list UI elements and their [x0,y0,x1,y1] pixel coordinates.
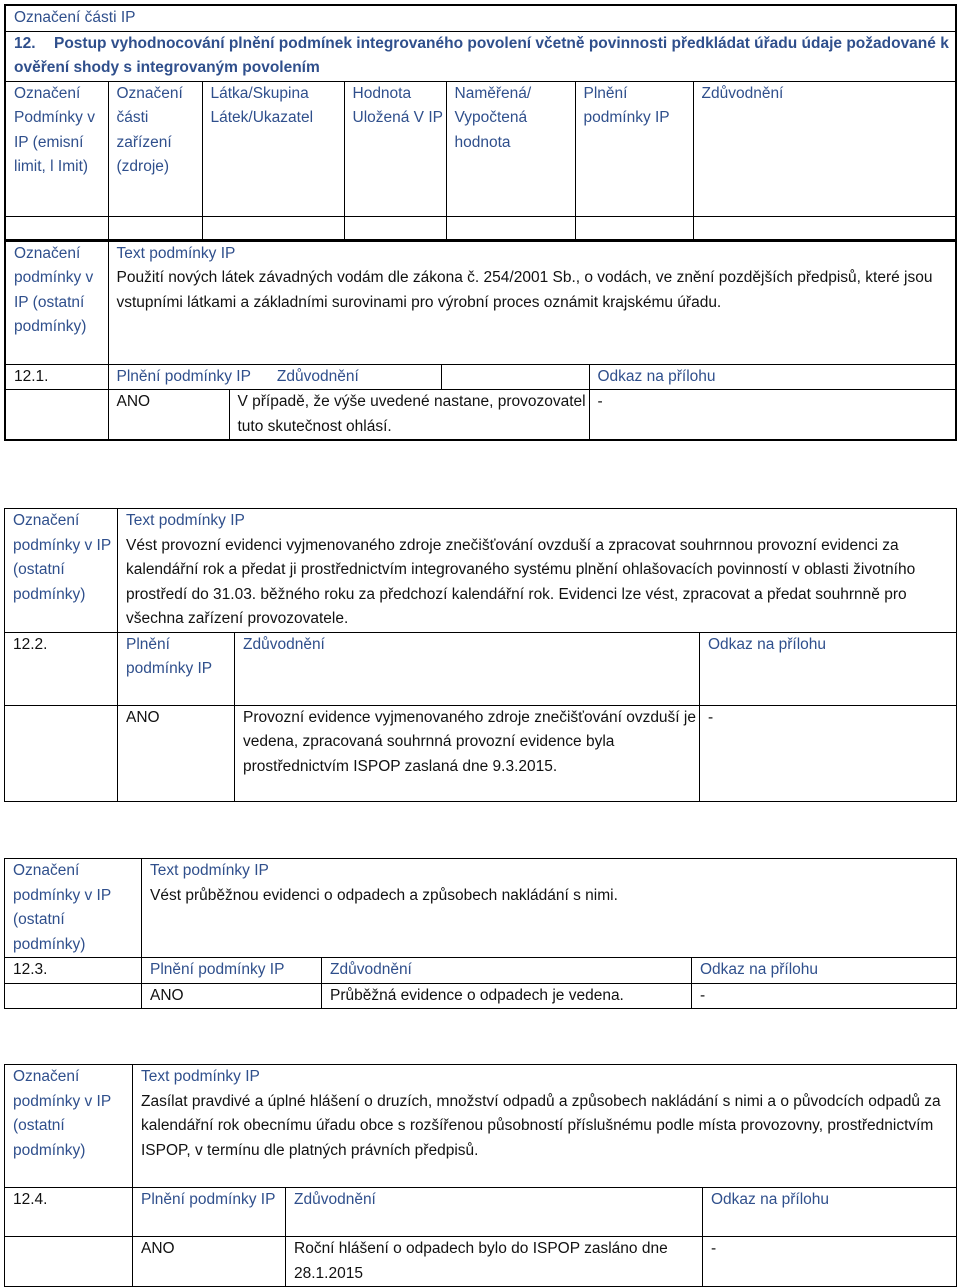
empty-row [5,216,956,240]
zduvodneni-value: Roční hlášení o odpadech bylo do ISPOP zasláno dne 28.1.2015 [286,1237,703,1287]
condition-text: Použití nových látek závadných vodám dle zákona č. 254/2001 Sb., o vodách, ve znění pozdějších předpisů, které jsou vstupními látkami a základními surovinami pro výrobní proces oznámit krajskému úřadu. [116,269,933,311]
odkaz-value: - [589,390,956,441]
condition-number: 12.3. [5,958,142,984]
plneni-value: ANO [108,390,229,441]
header-col-cast: Označení části zařízení (zdroje) [108,81,202,216]
condition-12-4-block [4,1064,957,1287]
header-row [5,81,956,216]
odkaz-value: - [692,983,957,1009]
condition-label: Označení podmínky v IP (ostatní podmínky) [5,859,142,958]
condition-text-cell [142,859,957,958]
condition-number: 12.1. [5,364,108,390]
zduvodneni-value: V případě, že výše uvedené nastane, provozovatel tuto skutečnost ohlásí. [229,390,589,441]
condition-text-label: Text podmínky IP [141,1068,260,1085]
condition-label: Označení podmínky v IP (ostatní podmínky) [5,241,108,364]
section-title [5,31,956,81]
header-col-podminka: Označení Podmínky v IP (emisní limit, l Imit) [5,81,108,216]
section-number: 12. [14,34,36,52]
odkaz-label: Odkaz na přílohu [703,1188,957,1237]
section-title-text: Postup vyhodnocování plnění podmínek integrovaného povolení včetně povinnosti předkládat úřadu údaje požadované k ověření shody s integrovaným povolením [14,34,949,76]
condition-text-label: Text podmínky IP [126,512,245,529]
condition-label: Označení podmínky v IP (ostatní podmínky) [5,509,118,633]
plneni-label: Plnění podmínky IP [142,958,322,984]
plneni-label: Plnění podmínky IP Zdůvodnění [108,364,441,390]
odkaz-label: Odkaz na přílohu [700,632,957,705]
condition-text-label: Text podmínky IP [116,244,236,262]
zduvodneni-label: Zdůvodnění [235,632,700,705]
condition-number: 12.4. [5,1188,133,1237]
condition-text: Zasílat pravdivé a úplné hlášení o druzích, množství odpadů a způsobech nakládání s nimi a o původcích odpadů za kalendářní rok obecnímu úřadu obce s rozšířenou působností příslušnému podle místa provozovny, prostřednictvím ISPOP, v termínu dle platných právních předpisů. [141,1092,941,1159]
zduvodneni-label: Zdůvodnění [322,958,692,984]
section-12-block [4,4,957,441]
section-label: Označení části IP [5,5,956,31]
header-col-latka: Látka/Skupina Látek/Ukazatel [202,81,344,216]
zduvodneni-label: Zdůvodnění [276,367,359,385]
condition-text-cell [108,241,956,364]
header-col-namerena: Naměřená/ Vypočtená hodnota [446,81,575,216]
odkaz-value: - [700,705,957,801]
header-col-zduvodneni: Zdůvodnění [693,81,956,216]
zduvodneni-label: Zdůvodnění [286,1188,703,1237]
condition-text-cell [118,509,957,633]
condition-text-cell [133,1065,957,1188]
header-col-plneni: Plnění podmínky IP [575,81,693,216]
plneni-label: Plnění podmínky IP [133,1188,286,1237]
odkaz-label: Odkaz na přílohu [589,364,956,390]
odkaz-value: - [703,1237,957,1287]
condition-label: Označení podmínky v IP (ostatní podmínky) [5,1065,133,1188]
condition-text: Vést provozní evidenci vyjmenovaného zdroje znečišťování ovzduší a zpracovat souhrnnou provozní evidenci za kalendářní rok a předat ji prostřednictvím integrovaného systému plnění ohlašovacích povinností v oblasti životního prostředí do 31.03. běžného roku za předchozí kalendářní rok. Evidenci lze vést, zpracovat a předat souhrnně pro všechna zařízení provozovatele. [126,536,916,627]
zduvodneni-value: Provozní evidence vyjmenovaného zdroje znečišťování ovzduší je vedena, zpracovaná souhrnná provozní evidence byla prostřednictvím ISPOP zaslaná dne 9.3.2015. [235,705,700,801]
condition-text: Vést průběžnou evidenci o odpadech a způsobech nakládání s nimi. [150,886,618,904]
condition-12-3-block [4,858,957,1009]
plneni-value: ANO [142,983,322,1009]
plneni-value: ANO [118,705,235,801]
condition-number: 12.2. [5,632,118,705]
zduvodneni-value: Průběžná evidence o odpadech je vedena. [322,983,692,1009]
header-col-hodnota: Hodnota Uložená V IP [344,81,446,216]
condition-12-2-block [4,508,957,802]
condition-text-label: Text podmínky IP [150,862,269,879]
plneni-value: ANO [133,1237,286,1287]
odkaz-label: Odkaz na přílohu [692,958,957,984]
plneni-label: Plnění podmínky IP [118,632,235,705]
